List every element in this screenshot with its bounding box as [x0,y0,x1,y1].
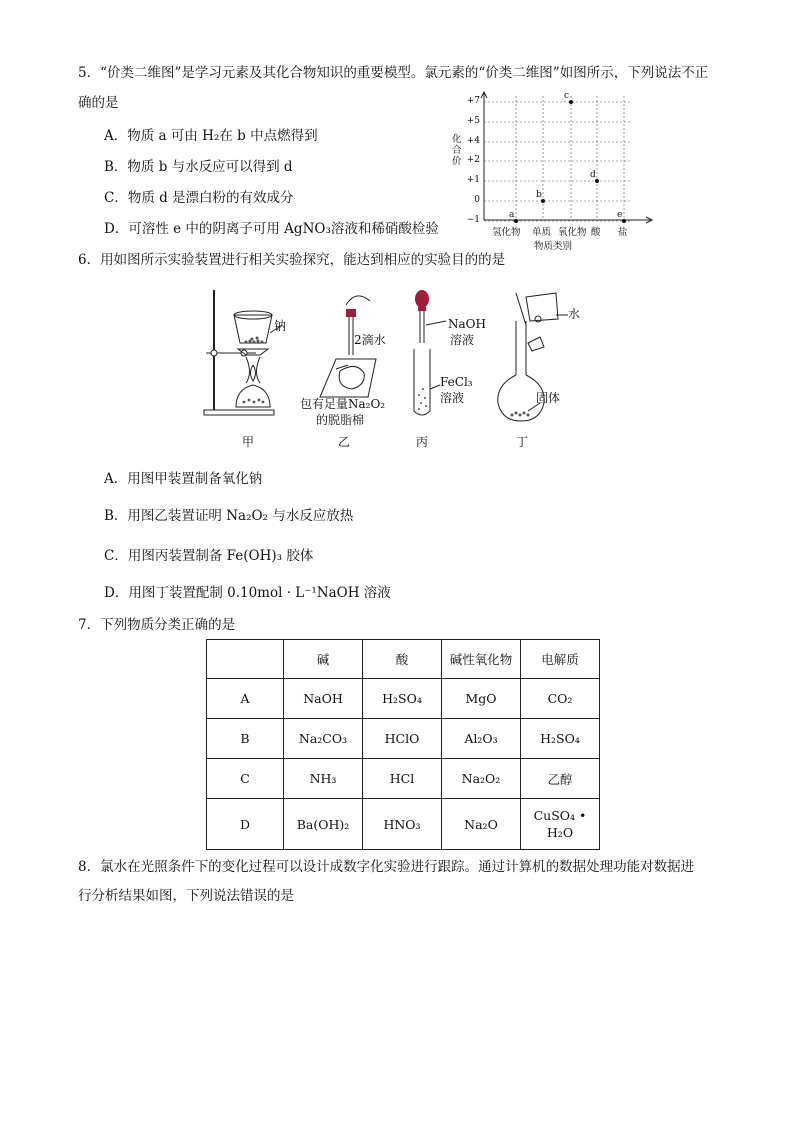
label-fecl3-1: FeCl₃ [440,375,473,389]
q5-option-d: D．可溶性 e 中的阴离子可用 AgNO₃溶液和稀硝酸检验 [104,221,439,237]
table-cell: B [207,719,284,759]
table-cell: H₂SO₄ [363,679,442,719]
q6-option-b: B．用图乙装置证明 Na₂O₂ 与水反应放热 [104,508,354,524]
table-cell: HNO₃ [363,799,442,850]
y-tick-7: +7 [466,96,480,106]
y-tick-0: 0 [474,195,480,205]
table-header-row [207,640,600,679]
label-wrap-2: 的脱脂棉 [316,413,365,427]
q5-option-b: B．物质 b 与水反应可以得到 d [104,159,293,175]
table-row [207,759,600,799]
q7-stem: 7．下列物质分类正确的是 [78,617,236,633]
table-cell: NH₃ [284,759,363,799]
label-fig-ding: 丁 [516,435,529,449]
data-point-label-c: c [564,91,570,101]
x-tick-oxide: 氧化物 [558,227,587,238]
table-cell: CO₂ [521,679,600,719]
header-cell: 碱 [284,640,363,679]
table-cell: D [207,799,284,850]
x-tick-hydride: 氢化物 [492,227,521,238]
table-row [207,719,600,759]
q6-option-c: C．用图丙装置制备 Fe(OH)₃ 胶体 [104,548,314,564]
table-row [207,679,600,719]
table-row [207,799,600,850]
classification-table [206,639,600,850]
table-cell: CuSO₄ • H₂O [521,799,600,850]
y-tick-4: +4 [466,136,480,146]
data-point-label-b: b [536,190,542,200]
data-point-c [569,100,573,104]
header-cell: 电解质 [521,640,600,679]
apparatus-figure [196,285,616,455]
header-cell: 碱性氧化物 [442,640,521,679]
label-fig-yi: 乙 [338,435,351,449]
data-point-e [622,219,626,223]
table-cell: MgO [442,679,521,719]
chart-y-label: 化合价 [452,134,462,167]
data-point-a [514,219,518,223]
q5-stem-cont: 确的是 [78,95,119,111]
x-tick-element: 单质 [532,227,552,238]
data-point-label-a: a [509,210,515,220]
label-solid: 固体 [536,391,561,405]
label-water: 水 [568,307,581,321]
apparatus-drawing [196,285,616,455]
q6-option-d: D．用图丁装置配制 0.10mol · L⁻¹NaOH 溶液 [104,585,391,601]
chart-x-label: 物质类别 [534,241,573,252]
valence-class-chart [444,88,660,258]
label-naoh-1: NaOH [448,317,486,331]
q5-stem: 5．“价类二维图”是学习元素及其化合物知识的重要模型。氯元素的“价类二维图”如图所示，下列说法不正 [78,65,709,81]
x-tick-salt: 盐 [618,227,628,238]
y-tick-5: +5 [466,116,480,126]
table-cell: A [207,679,284,719]
y-tick-1: +1 [466,175,480,185]
table-cell: C [207,759,284,799]
label-naoh-2: 溶液 [450,333,475,347]
table-cell: 乙醇 [521,759,600,799]
table-cell: Al₂O₃ [442,719,521,759]
header-cell [207,640,284,679]
table-cell: H₂SO₄ [521,719,600,759]
data-point-label-e: e [617,210,623,220]
table-cell: HClO [363,719,442,759]
q5-option-c: C．物质 d 是漂白粉的有效成分 [104,190,294,206]
table-cell: Na₂O [442,799,521,850]
q6-stem: 6．用如图所示实验装置进行相关实验探究，能达到相应的实验目的的是 [78,252,506,268]
table-cell: HCl [363,759,442,799]
table-cell: Na₂O₂ [442,759,521,799]
x-tick-acid: 酸 [591,227,601,238]
label-wrap-1: 包有足量Na₂O₂ [300,397,386,411]
header-cell: 酸 [363,640,442,679]
label-two-drops: 2滴水 [354,333,386,347]
q5-option-a: A．物质 a 可由 H₂在 b 中点燃得到 [104,128,318,144]
q8-stem: 8．氯水在光照条件下的变化过程可以设计成数字化实验进行跟踪。通过计算机的数据处理功能对数据进 [78,859,695,875]
label-fig-jia: 甲 [242,435,255,449]
data-point-label-d: d [590,170,596,180]
table-cell: Ba(OH)₂ [284,799,363,850]
label-fig-bing: 丙 [416,435,429,449]
label-sodium: 钠 [274,319,287,333]
q8-stem-cont: 行分析结果如图，下列说法错误的是 [78,888,294,904]
table-cell: NaOH [284,679,363,719]
q6-option-a: A．用图甲装置制备氧化钠 [104,471,263,487]
table-cell: Na₂CO₃ [284,719,363,759]
y-tick-2: +2 [466,155,480,165]
label-fecl3-2: 溶液 [440,391,465,405]
y-tick-m1: −1 [466,215,480,225]
